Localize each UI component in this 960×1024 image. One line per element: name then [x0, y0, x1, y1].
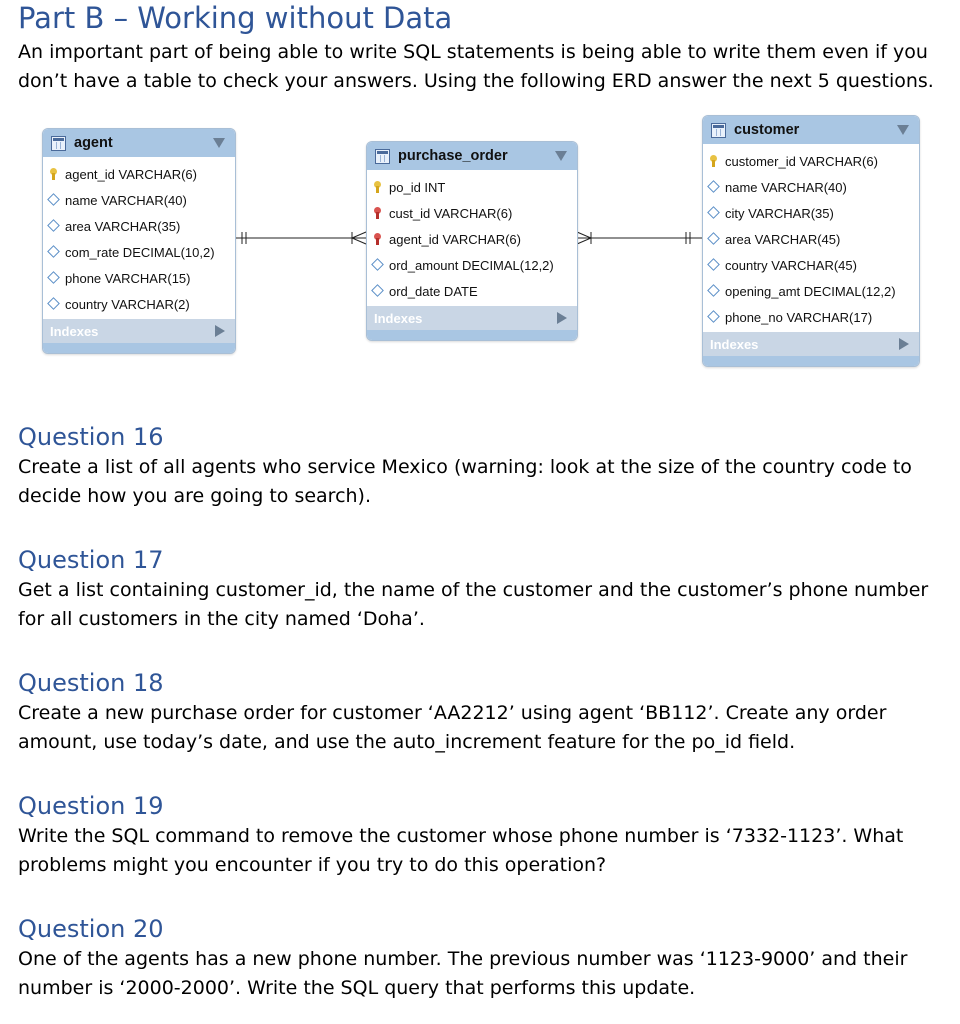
column-row: [703, 226, 919, 252]
attribute-diamond-icon: [708, 181, 720, 193]
indexes-label: Indexes: [710, 336, 759, 352]
column-row: [43, 161, 235, 187]
indexes-label: Indexes: [50, 323, 99, 339]
attribute-diamond-icon: [372, 285, 384, 297]
column-label: customer_id VARCHAR(6): [725, 153, 878, 169]
column-label: po_id INT: [389, 179, 446, 195]
primary-key-icon: [48, 168, 60, 180]
column-row: [367, 200, 577, 226]
column-label: area VARCHAR(45): [725, 231, 841, 247]
indexes-section[interactable]: [367, 306, 577, 330]
column-label: com_rate DECIMAL(10,2): [65, 244, 215, 260]
attribute-diamond-icon: [708, 285, 720, 297]
column-label: opening_amt DECIMAL(12,2): [725, 283, 896, 299]
foreign-key-icon: [372, 233, 384, 245]
column-list: [367, 170, 577, 306]
table-icon: [375, 149, 390, 164]
column-label: agent_id VARCHAR(6): [65, 166, 197, 182]
column-row: [703, 174, 919, 200]
question-19-title: Question 19: [18, 792, 164, 820]
column-label: area VARCHAR(35): [65, 218, 181, 234]
column-label: name VARCHAR(40): [725, 179, 847, 195]
table-header[interactable]: [367, 142, 577, 170]
erd-table-customer[interactable]: [702, 115, 920, 367]
expand-arrow-icon[interactable]: [899, 338, 909, 350]
intro-paragraph: An important part of being able to write SQL statements is being able to write them even if you don’t have a table to check your answers. Using the following ERD answer the next 5 questions.: [18, 41, 934, 92]
column-label: ord_amount DECIMAL(12,2): [389, 257, 554, 273]
table-footer-bar: [43, 343, 235, 353]
column-row: [367, 252, 577, 278]
column-row: [703, 252, 919, 278]
column-row: [367, 226, 577, 252]
column-row: [43, 213, 235, 239]
expand-arrow-icon[interactable]: [557, 312, 567, 324]
question-18-title: Question 18: [18, 669, 164, 697]
column-row: [43, 187, 235, 213]
attribute-diamond-icon: [372, 259, 384, 271]
attribute-diamond-icon: [48, 298, 60, 310]
column-row: [43, 265, 235, 291]
column-row: [43, 239, 235, 265]
column-row: [43, 291, 235, 317]
table-header[interactable]: [43, 129, 235, 157]
question-16-title: Question 16: [18, 423, 164, 451]
column-row: [703, 200, 919, 226]
table-footer-bar: [703, 356, 919, 366]
collapse-arrow-icon[interactable]: [213, 138, 225, 148]
column-label: country VARCHAR(2): [65, 296, 190, 312]
column-row: [703, 148, 919, 174]
column-row: [703, 304, 919, 330]
column-label: phone_no VARCHAR(17): [725, 309, 873, 325]
table-header[interactable]: [703, 116, 919, 144]
attribute-diamond-icon: [48, 272, 60, 284]
column-row: [367, 278, 577, 304]
question-16-text: Create a list of all agents who service Mexico (warning: look at the size of the country code to decide how you are going to search).: [18, 456, 912, 507]
table-name: purchase_order: [398, 148, 508, 164]
question-19-text: Write the SQL command to remove the customer whose phone number is ‘7332-1123’. What problems might you encounter if you try to do this operation?: [18, 825, 904, 876]
table-footer-bar: [367, 330, 577, 340]
question-20-title: Question 20: [18, 915, 164, 943]
attribute-diamond-icon: [708, 311, 720, 323]
question-18-text: Create a new purchase order for customer ‘AA2212’ using agent ‘BB112’. Create any order amount, use today’s date, and use the auto_increment feature for the po_id field.: [18, 702, 887, 753]
question-20-text: One of the agents has a new phone number. The previous number was ‘1123-9000’ and their number is ‘2000-2000’. Write the SQL query that performs this update.: [18, 948, 908, 999]
column-label: phone VARCHAR(15): [65, 270, 191, 286]
column-label: ord_date DATE: [389, 283, 478, 299]
erd-table-agent[interactable]: [42, 128, 236, 354]
indexes-section[interactable]: [43, 319, 235, 343]
attribute-diamond-icon: [48, 220, 60, 232]
question-17-text: Get a list containing customer_id, the name of the customer and the customer’s phone number for all customers in the city named ‘Doha’.: [18, 579, 929, 630]
attribute-diamond-icon: [708, 207, 720, 219]
column-label: name VARCHAR(40): [65, 192, 187, 208]
column-list: [703, 144, 919, 332]
page-title: Part B – Working without Data: [18, 1, 453, 35]
question-17-title: Question 17: [18, 546, 164, 574]
foreign-key-icon: [372, 207, 384, 219]
column-list: [43, 157, 235, 319]
attribute-diamond-icon: [708, 233, 720, 245]
primary-key-icon: [372, 181, 384, 193]
expand-arrow-icon[interactable]: [215, 325, 225, 337]
table-name: customer: [734, 122, 800, 138]
indexes-label: Indexes: [374, 310, 423, 326]
column-label: city VARCHAR(35): [725, 205, 834, 221]
attribute-diamond-icon: [48, 194, 60, 206]
attribute-diamond-icon: [708, 259, 720, 271]
column-row: [703, 278, 919, 304]
table-icon: [51, 136, 66, 151]
indexes-section[interactable]: [703, 332, 919, 356]
collapse-arrow-icon[interactable]: [555, 151, 567, 161]
collapse-arrow-icon[interactable]: [897, 125, 909, 135]
column-label: agent_id VARCHAR(6): [389, 231, 521, 247]
attribute-diamond-icon: [48, 246, 60, 258]
table-icon: [711, 123, 726, 138]
column-row: [367, 174, 577, 200]
table-name: agent: [74, 135, 113, 151]
erd-table-purchase-order[interactable]: [366, 141, 578, 341]
primary-key-icon: [708, 155, 720, 167]
column-label: cust_id VARCHAR(6): [389, 205, 513, 221]
column-label: country VARCHAR(45): [725, 257, 857, 273]
